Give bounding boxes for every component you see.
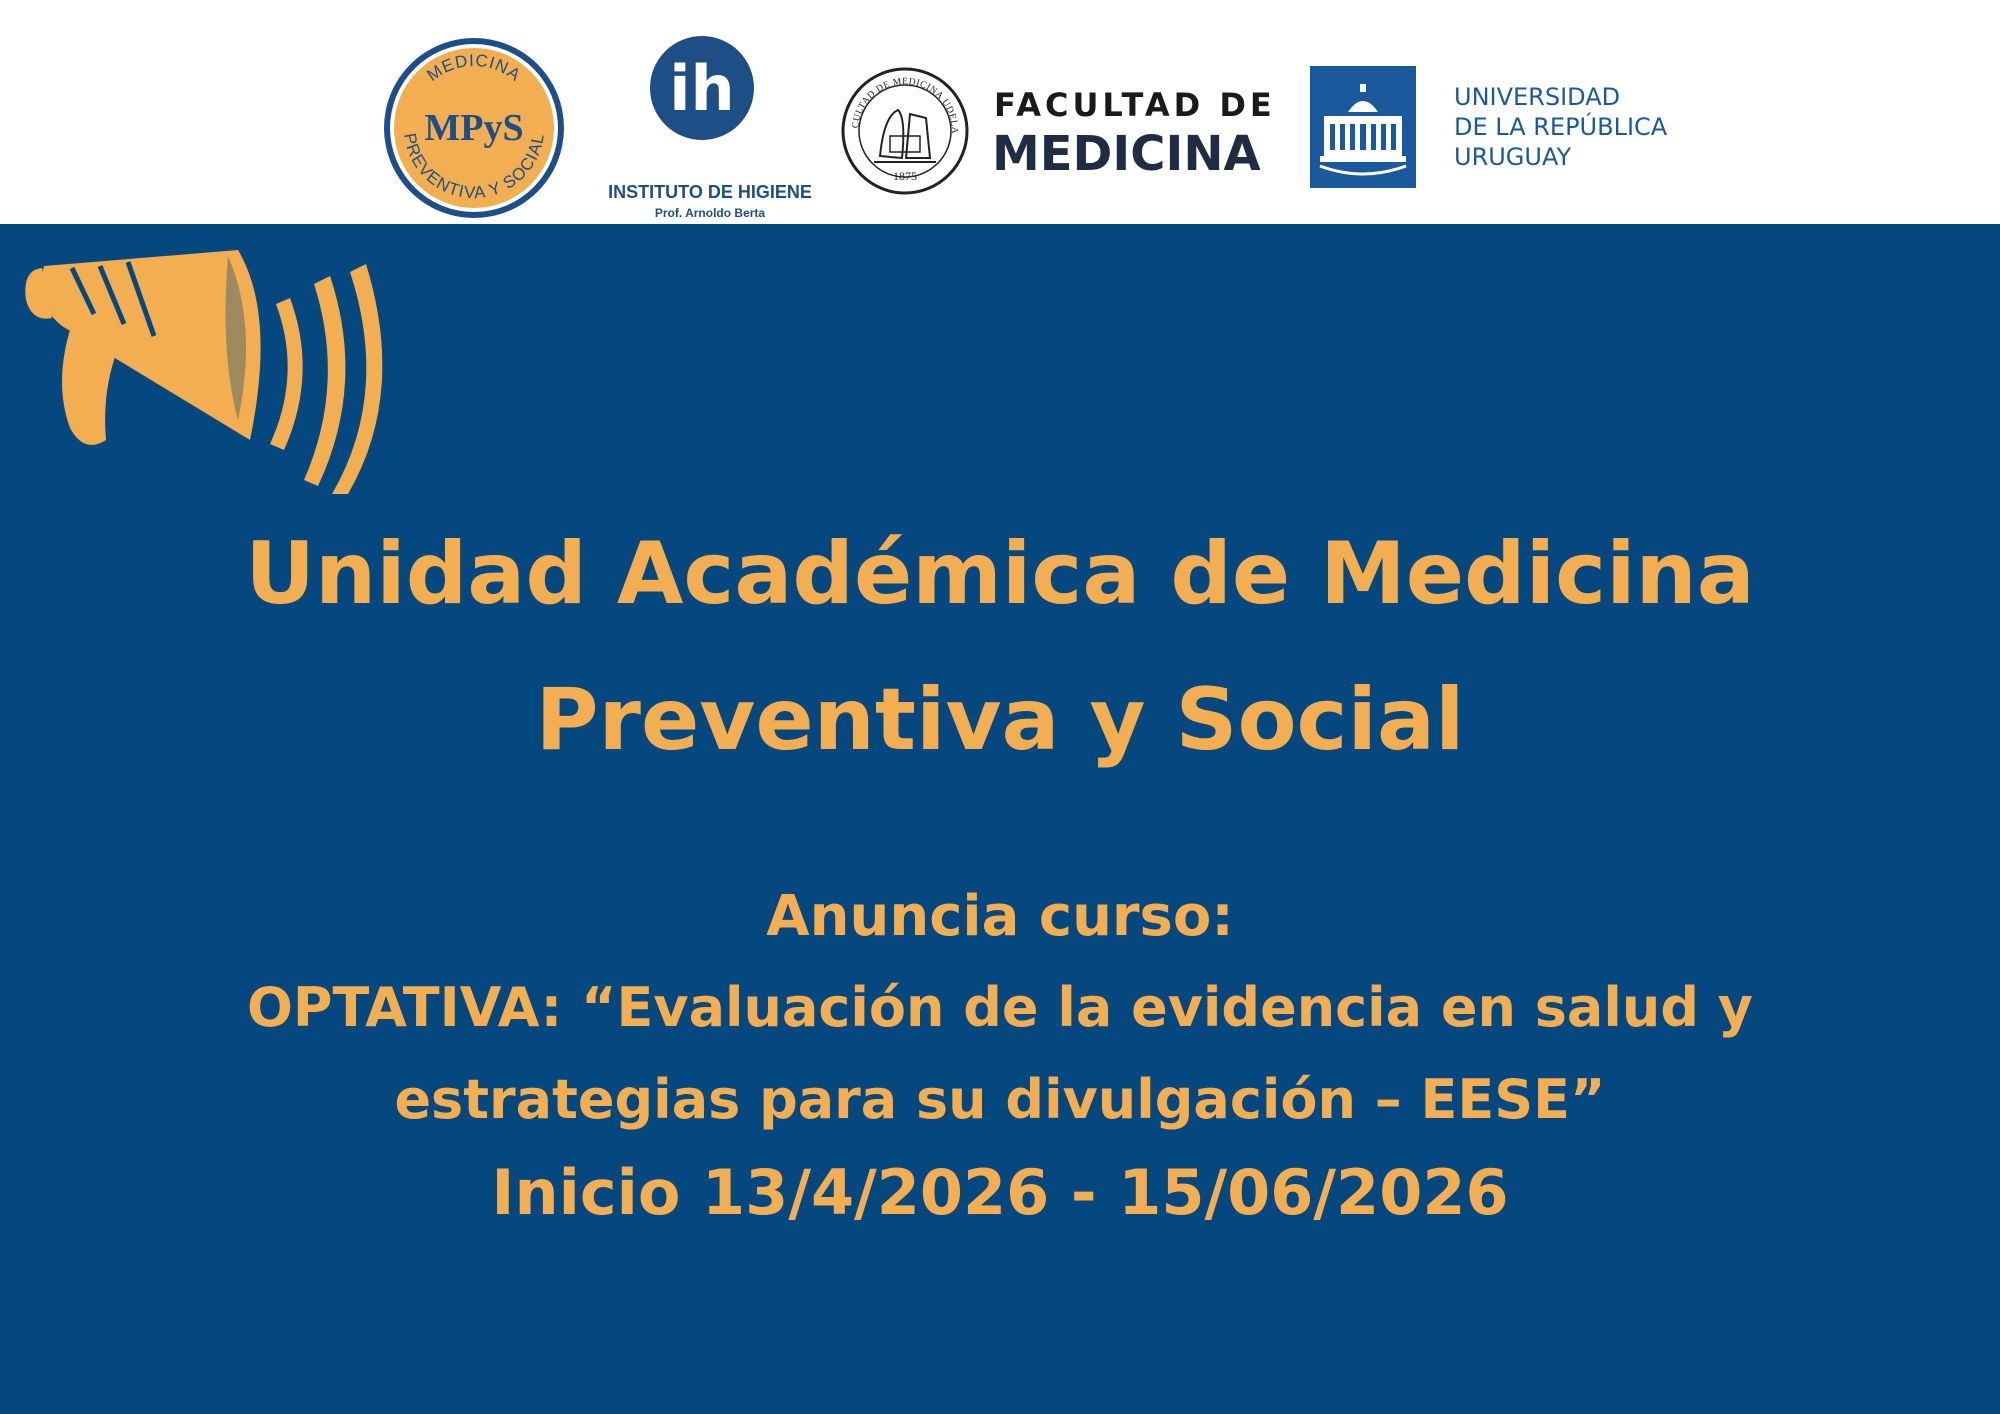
- mpys-emblem-icon: [382, 36, 566, 220]
- ih-name: INSTITUTO DE HIGIENE: [608, 182, 812, 202]
- facultad-medicina-line2: MEDICINA: [992, 126, 1261, 182]
- facultad-seal-logo: [840, 66, 970, 196]
- facultad-medicina-logo: [990, 80, 1290, 180]
- mpys-logo: [382, 36, 566, 220]
- mpys-arc-top-text: MEDICINA: [423, 50, 525, 86]
- universidad-line-3: URUGUAY: [1454, 143, 1572, 171]
- seal-icon: [840, 66, 970, 196]
- megaphone-icon: [14, 244, 414, 494]
- instituto-higiene-logo: [590, 32, 830, 222]
- mpys-monogram: MPyS: [424, 107, 524, 149]
- seal-arc-text: CULTAD DE MEDICINA UDELA: [850, 76, 960, 135]
- course-title-line-2: estrategias para su divulgación – EESE”: [394, 1068, 1606, 1131]
- seal-year: 1875: [893, 169, 917, 183]
- course-title-line-1: OPTATIVA: “Evaluación de la evidencia en salud y: [247, 976, 1753, 1039]
- universidad-emblem: [1310, 66, 1416, 188]
- mpys-arc-bottom-text: PREVENTIVA Y SOCIAL: [400, 131, 548, 203]
- universidad-line-2: DE LA REPÚBLICA: [1454, 113, 1668, 141]
- ih-mark: ih: [669, 52, 735, 125]
- university-building-icon: [1310, 66, 1416, 188]
- ih-circle-icon: [590, 32, 830, 182]
- course-dates: Inicio 13/4/2026 - 15/06/2026: [491, 1156, 1509, 1229]
- title-line-1: Unidad Académica de Medicina: [245, 524, 1755, 624]
- ih-subtitle: Prof. Arnoldo Berta: [654, 206, 766, 220]
- facultad-medicina-line1: FACULTAD DE: [994, 86, 1276, 124]
- title-line-2: Preventiva y Social: [535, 670, 1465, 770]
- logo-bar: [0, 0, 2000, 224]
- announcement-label: Anuncia curso:: [766, 884, 1234, 949]
- universidad-line-1: UNIVERSIDAD: [1454, 83, 1621, 111]
- universidad-wordmark: [1454, 82, 1714, 182]
